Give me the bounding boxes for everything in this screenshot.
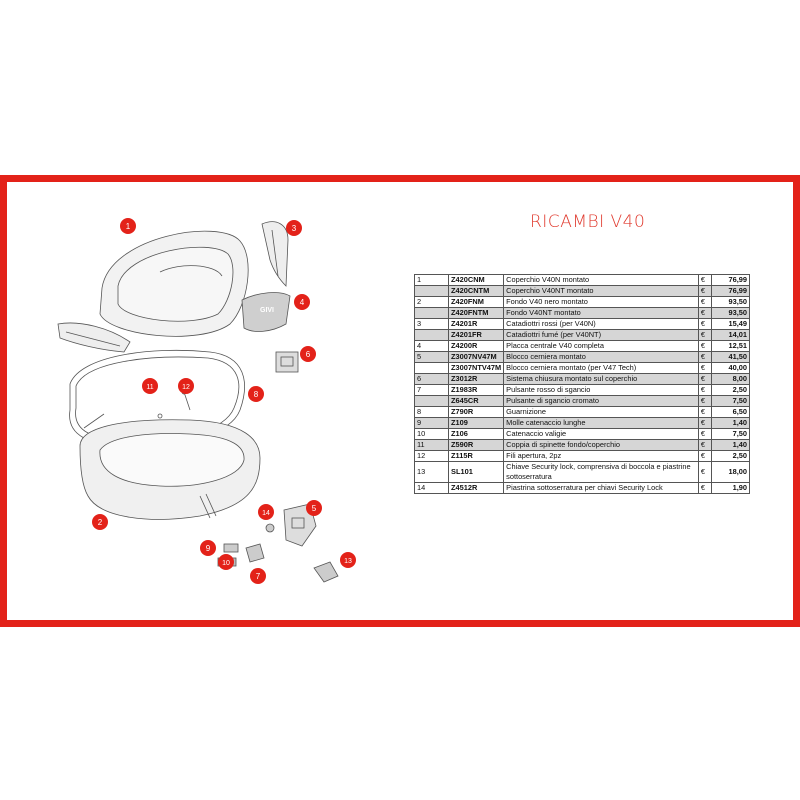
part-index — [415, 330, 449, 341]
part-description: Fondo V40NT montato — [504, 308, 699, 319]
part-index: 2 — [415, 297, 449, 308]
part-code: Z590R — [449, 440, 504, 451]
part-code: Z420CNTM — [449, 286, 504, 297]
part-code: Z3007NTV47M — [449, 363, 504, 374]
svg-text:9: 9 — [205, 544, 211, 553]
security-key-part — [314, 562, 338, 582]
table-row — [415, 319, 750, 330]
part-description: Coperchio V40N montato — [504, 275, 699, 286]
callout-11 — [142, 378, 158, 394]
part-code: Z109 — [449, 418, 504, 429]
parts-table — [414, 274, 750, 494]
currency-symbol: € — [698, 308, 711, 319]
part-price: 12,51 — [711, 341, 749, 352]
svg-text:6: 6 — [305, 350, 311, 359]
svg-text:2: 2 — [97, 518, 103, 527]
callout-1 — [120, 218, 136, 234]
callout-5 — [306, 500, 322, 516]
part-index: 12 — [415, 451, 449, 462]
part-index: 6 — [415, 374, 449, 385]
part-price: 15,49 — [711, 319, 749, 330]
svg-text:14: 14 — [262, 510, 270, 517]
part-code: Z3012R — [449, 374, 504, 385]
callout-10 — [218, 554, 234, 570]
svg-text:7: 7 — [255, 572, 261, 581]
table-row — [415, 429, 750, 440]
table-row — [415, 308, 750, 319]
callout-12 — [178, 378, 194, 394]
release-button-part — [246, 544, 264, 562]
part-price: 18,00 — [711, 462, 749, 483]
callout-4 — [294, 294, 310, 310]
currency-symbol: € — [698, 385, 711, 396]
part-price: 14,01 — [711, 330, 749, 341]
reflector-right-part — [262, 222, 288, 286]
currency-symbol: € — [698, 483, 711, 494]
part-price: 7,50 — [711, 429, 749, 440]
lid-lock-part — [276, 352, 298, 372]
part-price: 76,99 — [711, 286, 749, 297]
part-code: Z420CNM — [449, 275, 504, 286]
currency-symbol: € — [698, 462, 711, 483]
part-price: 41,50 — [711, 352, 749, 363]
currency-symbol: € — [698, 286, 711, 297]
part-description: Coperchio V40NT montato — [504, 286, 699, 297]
table-row — [415, 297, 750, 308]
svg-text:1: 1 — [125, 222, 131, 231]
part-code: Z645CR — [449, 396, 504, 407]
lid-part — [100, 231, 248, 336]
part-code: Z4200R — [449, 341, 504, 352]
currency-symbol: € — [698, 297, 711, 308]
currency-symbol: € — [698, 396, 711, 407]
callout-13 — [340, 552, 356, 568]
table-row — [415, 451, 750, 462]
part-index: 11 — [415, 440, 449, 451]
part-index: 7 — [415, 385, 449, 396]
table-row — [415, 330, 750, 341]
part-description: Sistema chiusura montato sul coperchio — [504, 374, 699, 385]
part-code: Z106 — [449, 429, 504, 440]
part-description: Catadiottri rossi (per V40N) — [504, 319, 699, 330]
part-description: Catenaccio valigie — [504, 429, 699, 440]
currency-symbol: € — [698, 407, 711, 418]
svg-text:11: 11 — [146, 384, 154, 391]
part-index: 4 — [415, 341, 449, 352]
currency-symbol: € — [698, 363, 711, 374]
exploded-diagram — [40, 196, 370, 606]
part-code: Z420FNM — [449, 297, 504, 308]
part-price: 1,40 — [711, 418, 749, 429]
callout-3 — [286, 220, 302, 236]
part-index — [415, 396, 449, 407]
part-code: Z3007NV47M — [449, 352, 504, 363]
part-description: Blocco cerniera montato — [504, 352, 699, 363]
currency-symbol: € — [698, 451, 711, 462]
callout-9 — [200, 540, 216, 556]
part-price: 93,50 — [711, 297, 749, 308]
part-price: 76,99 — [711, 275, 749, 286]
part-description: Coppia di spinette fondo/coperchio — [504, 440, 699, 451]
part-description: Guarnizione — [504, 407, 699, 418]
svg-text:3: 3 — [291, 224, 297, 233]
svg-text:13: 13 — [344, 558, 352, 565]
table-row — [415, 418, 750, 429]
currency-symbol: € — [698, 440, 711, 451]
part-price: 93,50 — [711, 308, 749, 319]
currency-symbol: € — [698, 352, 711, 363]
currency-symbol: € — [698, 374, 711, 385]
currency-symbol: € — [698, 418, 711, 429]
part-price: 1,90 — [711, 483, 749, 494]
table-row — [415, 341, 750, 352]
svg-text:10: 10 — [222, 560, 230, 567]
part-index: 9 — [415, 418, 449, 429]
part-index: 10 — [415, 429, 449, 440]
table-row — [415, 440, 750, 451]
part-code: Z4201R — [449, 319, 504, 330]
part-description: Catadiottri fumé (per V40NT) — [504, 330, 699, 341]
center-plate-part — [242, 293, 290, 332]
callout-2 — [92, 514, 108, 530]
part-price: 1,40 — [711, 440, 749, 451]
plate-part — [266, 524, 274, 532]
part-description: Pulsante rosso di sgancio — [504, 385, 699, 396]
part-description: Chiave Security lock, comprensiva di boccola e piastrine sottoserratura — [504, 462, 699, 483]
svg-text:12: 12 — [182, 384, 190, 391]
part-index: 3 — [415, 319, 449, 330]
part-price: 2,50 — [711, 451, 749, 462]
part-index — [415, 363, 449, 374]
part-index: 13 — [415, 462, 449, 483]
part-description: Molle catenaccio lunghe — [504, 418, 699, 429]
callout-8 — [248, 386, 264, 402]
brand-logo: GIVI — [260, 307, 275, 314]
currency-symbol: € — [698, 319, 711, 330]
part-index: 8 — [415, 407, 449, 418]
part-code: Z115R — [449, 451, 504, 462]
table-row — [415, 385, 750, 396]
table-row — [415, 396, 750, 407]
spring-part — [224, 544, 238, 552]
part-description: Blocco cerniera montato (per V47 Tech) — [504, 363, 699, 374]
part-description: Placca centrale V40 completa — [504, 341, 699, 352]
part-code: Z4201FR — [449, 330, 504, 341]
part-code: Z790R — [449, 407, 504, 418]
part-code: Z420FNTM — [449, 308, 504, 319]
part-price: 2,50 — [711, 385, 749, 396]
table-row — [415, 483, 750, 494]
part-price: 40,00 — [711, 363, 749, 374]
currency-symbol: € — [698, 330, 711, 341]
part-index: 14 — [415, 483, 449, 494]
currency-symbol: € — [698, 429, 711, 440]
part-description: Piastrina sottoserratura per chiavi Security Lock — [504, 483, 699, 494]
table-row — [415, 407, 750, 418]
callout-6 — [300, 346, 316, 362]
currency-symbol: € — [698, 275, 711, 286]
part-code: Z4512R — [449, 483, 504, 494]
part-code: SL101 — [449, 462, 504, 483]
table-row — [415, 352, 750, 363]
svg-text:8: 8 — [253, 390, 259, 399]
callout-14 — [258, 504, 274, 520]
part-description: Fondo V40 nero montato — [504, 297, 699, 308]
part-code: Z1983R — [449, 385, 504, 396]
part-price: 6,50 — [711, 407, 749, 418]
part-price: 7,50 — [711, 396, 749, 407]
svg-text:4: 4 — [299, 298, 305, 307]
part-index: 1 — [415, 275, 449, 286]
part-index — [415, 286, 449, 297]
part-index — [415, 308, 449, 319]
currency-symbol: € — [698, 341, 711, 352]
page-title: RICAMBI V40 — [530, 212, 646, 232]
part-description: Pulsante di sgancio cromato — [504, 396, 699, 407]
table-row — [415, 286, 750, 297]
callout-7 — [250, 568, 266, 584]
table-row — [415, 363, 750, 374]
part-price: 8,00 — [711, 374, 749, 385]
base-part — [80, 420, 260, 520]
table-row — [415, 374, 750, 385]
part-description: Fili apertura, 2pz — [504, 451, 699, 462]
table-row — [415, 275, 750, 286]
svg-text:5: 5 — [311, 504, 317, 513]
table-row — [415, 462, 750, 483]
part-index: 5 — [415, 352, 449, 363]
